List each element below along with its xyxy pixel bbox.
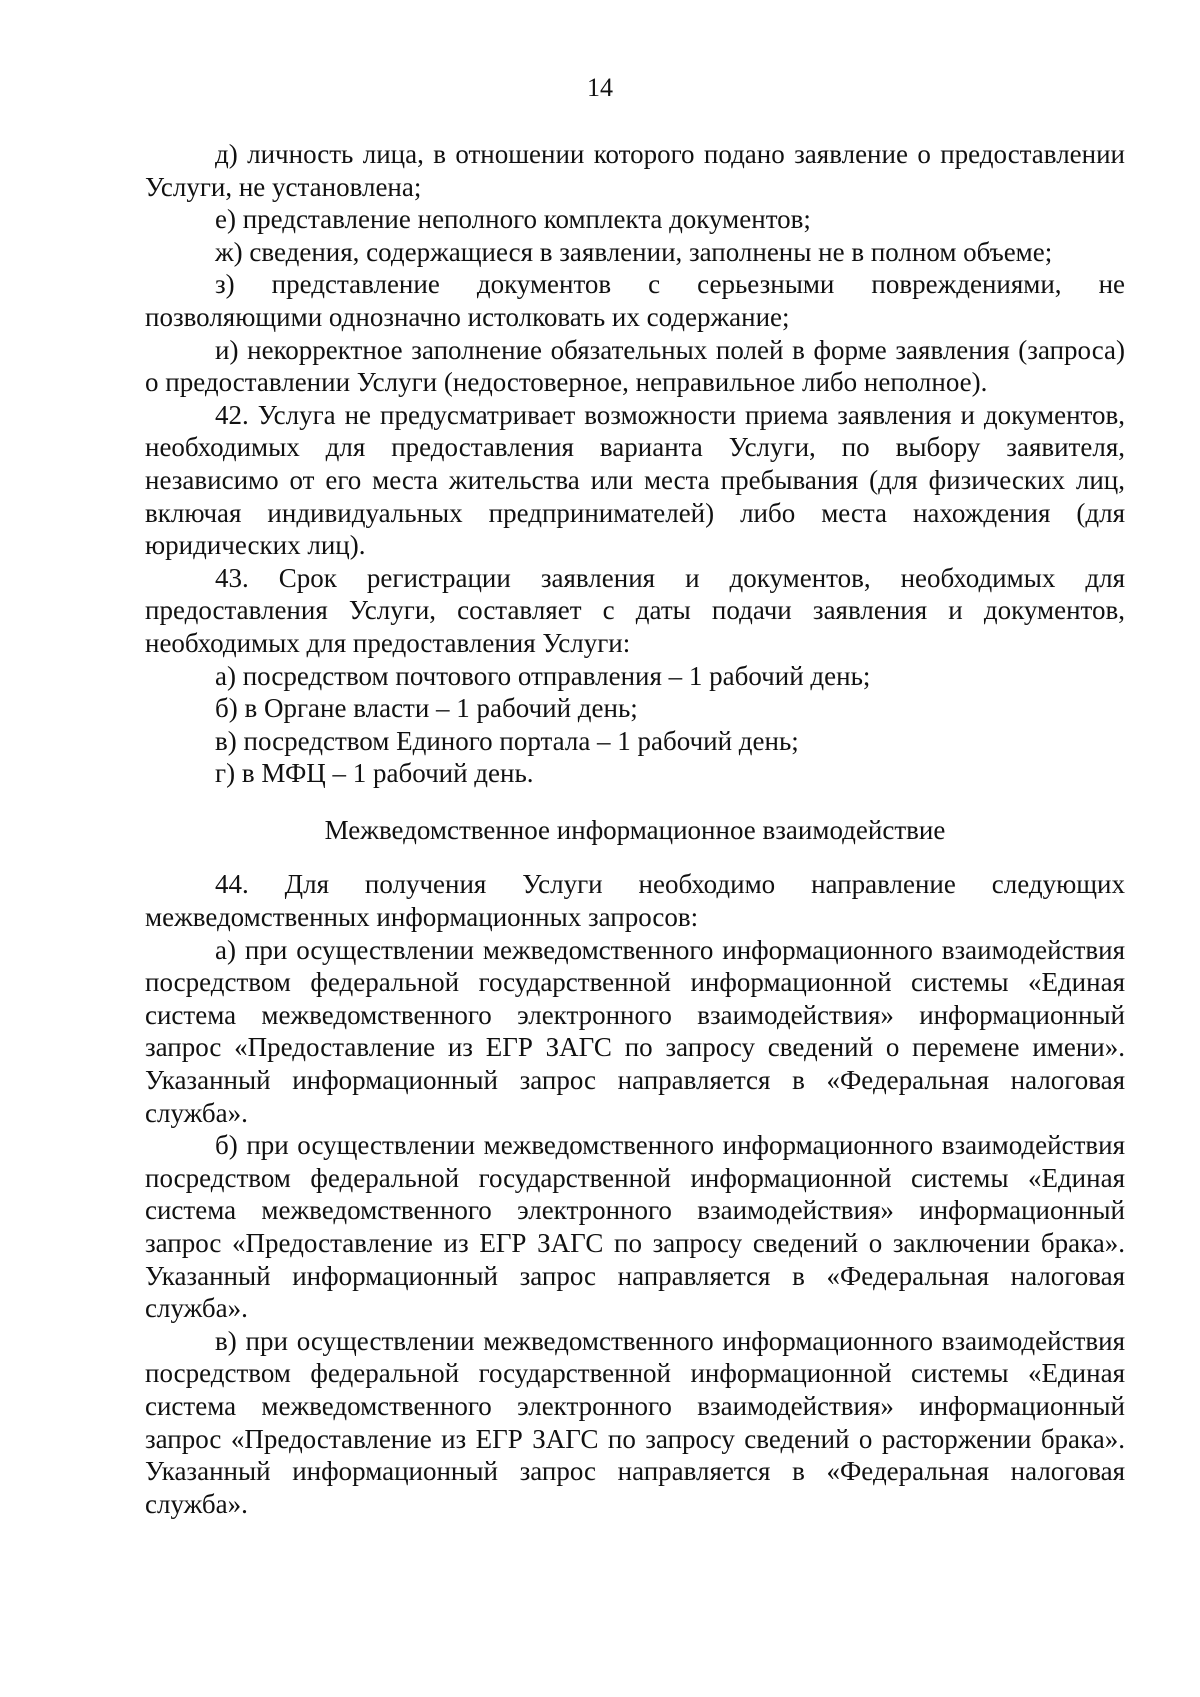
list-item-portal: в) посредством Единого портала – 1 рабочий день; — [215, 725, 799, 756]
list-item-postal: а) посредством почтового отправления – 1 рабочий день; — [215, 660, 871, 691]
paragraph-44-v: в) при осуществлении межведомственного информационного взаимодействия посредством федеральной государственной информационной системы «Единая система межведомственного электронного взаимодействия» информационный запрос «Предоставление из ЕГР ЗАГС по запросу сведений о расторжении брака». Указанный информационный запрос направляется в «Федеральная налоговая служба». — [145, 1325, 1125, 1519]
paragraph-i-incorrect-fields: и) некорректное заполнение обязательных полей в форме заявления (запроса) о предоставлении Услуги (недостоверное, неправильное либо неполное). — [145, 334, 1125, 398]
paragraph-44-a: а) при осуществлении межведомственного информационного взаимодействия посредством федеральной государственной информационной системы «Единая система межведомственного электронного взаимодействия» информационный запрос «Предоставление из ЕГР ЗАГС по запросу сведений о перемене имени». Указанный информационный запрос направляется в «Федеральная налоговая служба». — [145, 934, 1125, 1128]
paragraph-42: 42. Услуга не предусматривает возможности приема заявления и документов, необходимых для предоставления варианта Услуги, по выбору заявителя, независимо от его места жительства или места пребывания (для физических лиц, включая индивидуальных предпринимателей) либо места нахождения (для юридических лиц). — [145, 399, 1125, 561]
list-item-authority: б) в Органе власти – 1 рабочий день; — [215, 693, 638, 724]
section-heading: Межведомственное информационное взаимодействие — [324, 814, 946, 845]
paragraph-z-damaged-documents: з) представление документов с серьезными повреждениями, не позволяющими однозначно истолковать их содержание; — [145, 269, 1125, 332]
paragraph-d-identity-not-established: д) личность лица, в отношении которого подано заявление о предоставлении Услуги, не установлена; — [145, 139, 1125, 202]
paragraph-zh-incomplete-application: ж) сведения, содержащиеся в заявлении, заполнены не в полном объеме; — [215, 236, 1053, 267]
page-number: 14 — [587, 73, 613, 102]
paragraph-43: 43. Срок регистрации заявления и документов, необходимых для предоставления Услуги, составляет с даты подачи заявления и документов, необходимых для предоставления Услуги: — [145, 562, 1125, 658]
paragraph-e-incomplete-documents: е) представление неполного комплекта документов; — [215, 204, 811, 235]
document-body — [145, 138, 1125, 1520]
list-item-mfc: г) в МФЦ – 1 рабочий день. — [215, 758, 534, 789]
paragraph-44-b: б) при осуществлении межведомственного информационного взаимодействия посредством федеральной государственной информационной системы «Единая система межведомственного электронного взаимодействия» информационный запрос «Предоставление из ЕГР ЗАГС по запросу сведений о заключении брака». Указанный информационный запрос направляется в «Федеральная налоговая служба». — [145, 1130, 1125, 1324]
paragraph-44: 44. Для получения Услуги необходимо направление следующих межведомственных информационных запросов: — [145, 869, 1125, 933]
